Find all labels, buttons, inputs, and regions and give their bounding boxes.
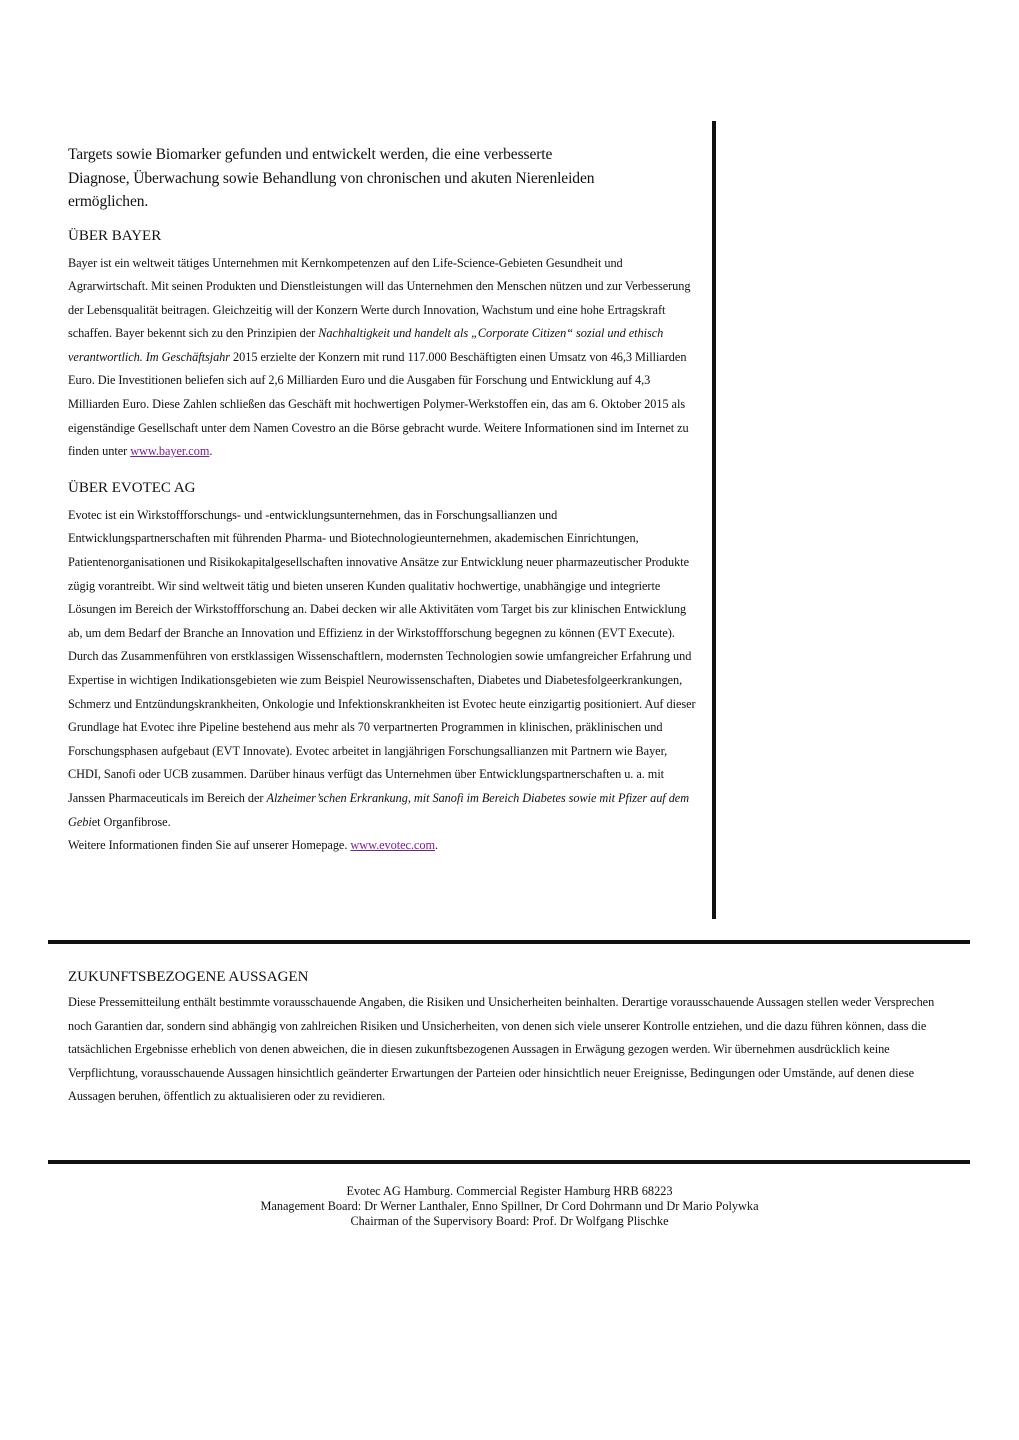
bayer-period: . [209,444,213,459]
main-column [68,143,698,858]
footer-management: Management Board: Dr Werner Lanthaler, Enno Spillner, Dr Cord Dohrmann und Dr Mario Polywka [260,1199,759,1213]
evotec-text: Evotec ist ein Wirkstoffforschungs- und -entwicklungsunternehmen, das in Forschungsallianzen und Entwicklungspartnerschaften mit führenden Pharma- und Biotechnologieunternehmen, akademischen Einrichtungen, Patientenorganisationen und Risikokapitalgesellschaften innovative Ansätze zur Entwicklung neuer pharmazeutischer Produkte zügig vorantreibt. Wir sind weltweit tätig und bieten unseren Kunden qualitativ hochwertige, unabhängige und integrierte Lösungen im Bereich der Wirkstoffforschung an. Dabei decken wir alle Aktivitäten vom Target bis zur klinischen Entwicklung ab, um dem Bedarf der Branche an Innovation und Effizienz in der Wirkstoffforschung begegnen zu können (EVT Execute). Durch das Zusammenführen von erstklassigen Wissenschaftlern, modernsten Technologien sowie umfangreicher Erfahrung und Expertise in wichtigen Indikationsgebieten wie zum Beispiel Neurowissenschaften, Diabetes und Diabetesfolgeerkrankungen, Schmerz und Entzündungskrankheiten, Onkologie und Infektionskrankheiten ist Evotec heute einzigartig positioniert. Auf dieser Grundlage hat Evotec ihre Pipeline bestehend aus mehr als 70 verpartnerten Programmen in klinischen, präklinischen und Forschungsphasen aufgebaut (EVT Innovate). Evotec arbeitet in langjährigen Forschungsallianzen mit Partnern wie Bayer, CHDI, Sanofi oder UCB zusammen. Darüber hinaus verfügt das Unternehmen über Entwicklungspartnerschaften u. a. mit Janssen Pharmaceuticals im Bereich der [68,507,696,805]
evotec-heading: ÜBER EVOTEC AG [68,479,196,496]
bayer-text: Bayer ist ein weltweit tätiges Unternehmen mit Kernkompetenzen auf den Life-Science-Gebieten Gesundheit und Agrarwirtschaft. Mit seinen Produkten und Dienstleistungen will das Unternehmen den Menschen nützen und zur Verbesserung der Lebensqualität beitragen. Gleichzeitig will der Konzern Werte durch Innovation, Wachstum und eine hohe Ertragskraft schaffen. Bayer bekennt sich zu den Prinzipien der [68,255,691,341]
intro-line: Targets sowie Biomarker gefunden und entwickelt werden, die eine verbesserte [68,146,553,163]
intro-paragraph [68,143,698,214]
vertical-divider [712,121,716,919]
evotec-paragraph [68,504,698,858]
evotec-link[interactable]: www.evotec.com [350,838,435,853]
intro-line: ermöglichen. [68,193,149,210]
bayer-italic-text: Nachhaltigkeit und handelt als „Corporate Citizen“ sozial und ethisch verantwortlich. Im Geschäftsjahr [68,326,664,364]
bayer-link[interactable]: www.bayer.com [130,444,210,459]
bayer-paragraph [68,252,698,464]
footer-supervisory: Chairman of the Supervisory Board: Prof. Dr Wolfgang Plischke [350,1214,669,1228]
horizontal-divider-top [48,940,970,944]
footer-register: Evotec AG Hamburg. Commercial Register Hamburg HRB 68223 [346,1184,673,1198]
forward-looking-section [68,967,948,1109]
horizontal-divider-bottom [48,1160,970,1164]
bayer-heading: ÜBER BAYER [68,227,162,244]
intro-line: Diagnose, Überwachung sowie Behandlung von chronischen und akuten Nierenleiden [68,169,595,187]
evotec-text-end: et Organfibrose. [91,814,171,829]
bayer-text-continued: 2015 erzielte der Konzern mit rund 117.000 Beschäftigten einen Umsatz von 46,3 Milliarden Euro. Die Investitionen beliefen sich auf 2,6 Milliarden Euro und die Ausgaben für Forschung und Entwicklung auf 4,3 Milliarden Euro. Diese Zahlen schließen das Geschäft mit hochwertigen Polymer-Werkstoffen ein, das am 6. Oktober 2015 als eigenständige Gesellschaft unter dem Namen Covestro an die Börse gebracht wurde. Weitere Informationen sind im Internet zu finden unter [68,349,689,459]
evotec-more-info: Weitere Informationen finden Sie auf unserer Homepage. [68,838,348,853]
evotec-italic-text: Alzheimer’schen Erkrankung, mit Sanofi im Bereich Diabetes sowie mit Pfizer auf dem Gebi [68,790,690,829]
forward-heading: ZUKUNFTSBEZOGENE AUSSAGEN [68,969,309,985]
footer [0,1184,1019,1229]
evotec-period: . [434,838,438,853]
forward-paragraph: Diese Pressemitteilung enthält bestimmte vorausschauende Angaben, die Risiken und Unsicherheiten beinhalten. Derartige vorausschauende Aussagen stellen weder Versprechen noch Garantien dar, sondern sind abhängig von zahlreichen Risiken und Unsicherheiten, von denen sich viele unserer Kontrolle entziehen, und die dazu führen können, dass die tatsächlichen Ergebnisse erheblich von denen abweichen, die in diesen zukunftsbezogenen Aussagen in Erwägung gezogen werden. Wir übernehmen ausdrücklich keine Verpflichtung, vorausschauende Aussagen hinsichtlich geänderter Erwartungen der Parteien oder hinsichtlich neuer Ereignisse, Bedingungen oder Umstände, auf denen diese Aussagen beruhen, öffentlich zu aktualisieren oder zu revidieren. [68,995,935,1104]
